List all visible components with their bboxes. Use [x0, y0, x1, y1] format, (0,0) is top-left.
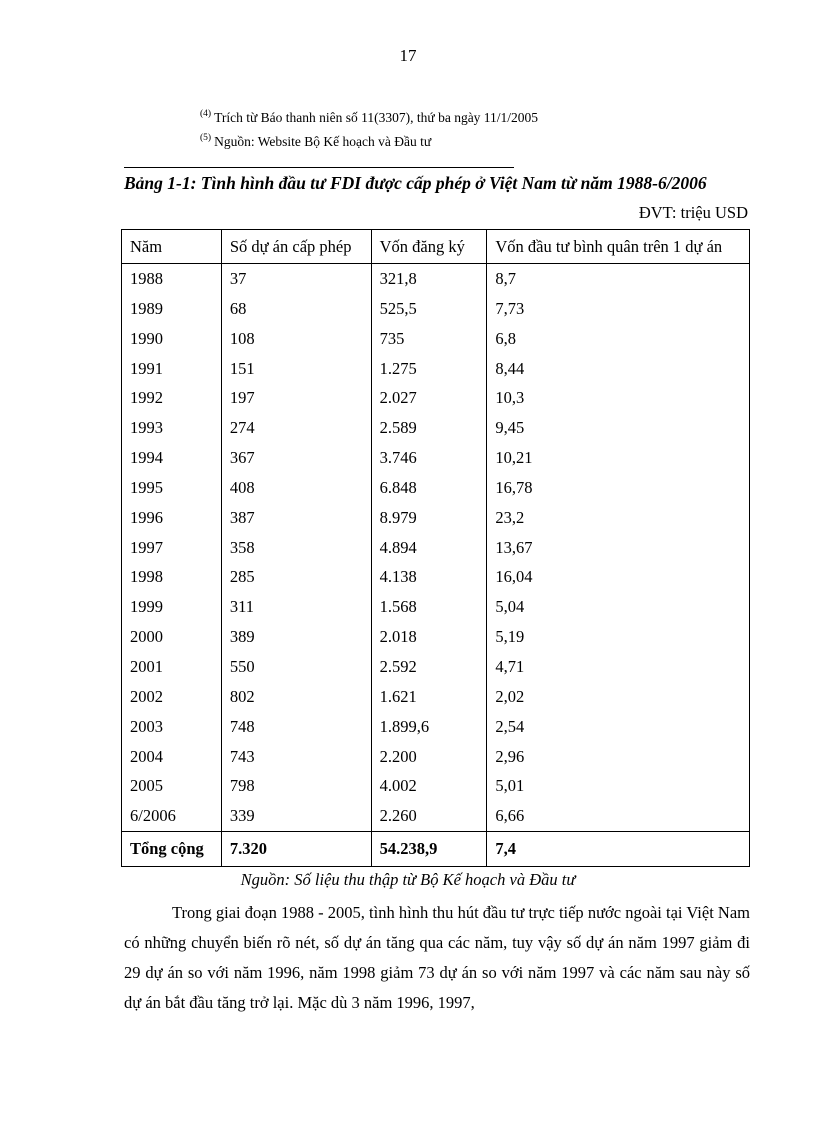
cell-year: 2004 [122, 742, 222, 772]
cell-average-capital: 8,44 [487, 354, 750, 384]
table-row [122, 771, 750, 801]
column-header-year: Năm [122, 230, 222, 264]
total-average-capital: 7,4 [487, 832, 750, 867]
table-row [122, 354, 750, 384]
cell-projects: 367 [221, 443, 371, 473]
cell-registered-capital: 735 [371, 324, 487, 354]
cell-projects: 389 [221, 622, 371, 652]
cell-projects: 37 [221, 264, 371, 294]
cell-year: 1990 [122, 324, 222, 354]
table-row [122, 473, 750, 503]
footnote-mark: (5) [200, 133, 212, 143]
cell-registered-capital: 2.592 [371, 652, 487, 682]
cell-average-capital: 10,21 [487, 443, 750, 473]
table-row [122, 712, 750, 742]
cell-year: 1992 [122, 383, 222, 413]
footnote-mark: (4) [200, 109, 212, 119]
cell-projects: 798 [221, 771, 371, 801]
cell-year: 1989 [122, 294, 222, 324]
cell-projects: 339 [221, 801, 371, 831]
cell-projects: 108 [221, 324, 371, 354]
footnote-separator-rule [124, 167, 514, 168]
table-row [122, 294, 750, 324]
cell-registered-capital: 4.138 [371, 562, 487, 592]
cell-year: 2000 [122, 622, 222, 652]
cell-average-capital: 7,73 [487, 294, 750, 324]
total-projects: 7.320 [221, 832, 371, 867]
total-registered-capital: 54.238,9 [371, 832, 487, 867]
cell-registered-capital: 2.200 [371, 742, 487, 772]
cell-projects: 68 [221, 294, 371, 324]
cell-registered-capital: 8.979 [371, 503, 487, 533]
footnote-4 [200, 104, 538, 128]
cell-projects: 274 [221, 413, 371, 443]
footnote-text: Nguồn: Website Bộ Kế hoạch và Đầu tư [214, 134, 432, 149]
table-row [122, 622, 750, 652]
cell-average-capital: 23,2 [487, 503, 750, 533]
column-header-registered-capital: Vốn đăng ký [371, 230, 487, 264]
cell-year: 1994 [122, 443, 222, 473]
cell-year: 2005 [122, 771, 222, 801]
cell-average-capital: 6,66 [487, 801, 750, 831]
page-number: 17 [399, 46, 417, 65]
cell-average-capital: 8,7 [487, 264, 750, 294]
table-row [122, 324, 750, 354]
cell-registered-capital: 4.002 [371, 771, 487, 801]
cell-registered-capital: 2.260 [371, 801, 487, 831]
cell-year: 1999 [122, 592, 222, 622]
cell-projects: 802 [221, 682, 371, 712]
table-row [122, 413, 750, 443]
table-row [122, 652, 750, 682]
cell-average-capital: 5,01 [487, 771, 750, 801]
cell-year: 1991 [122, 354, 222, 384]
cell-year: 1993 [122, 413, 222, 443]
body-paragraph: Trong giai đoạn 1988 - 2005, tình hình thu hút đầu tư trực tiếp nước ngoài tại Việt Nam có những chuyển biến rõ nét, số dự án tăng qua các năm, tuy vậy số dự án năm 1997 giảm đi 29 dự án so với năm 1996, năm 1998 giảm 73 dự án so với năm 1997 và các năm sau này số dự án bắt đầu tăng trở lại. Mặc dù 3 năm 1996, 1997, [124, 903, 750, 1012]
cell-registered-capital: 2.018 [371, 622, 487, 652]
cell-projects: 358 [221, 533, 371, 563]
cell-year: 2002 [122, 682, 222, 712]
table-header-row [122, 230, 750, 264]
fdi-table [121, 229, 750, 867]
cell-year: 2001 [122, 652, 222, 682]
cell-average-capital: 6,8 [487, 324, 750, 354]
table-row [122, 443, 750, 473]
cell-average-capital: 13,67 [487, 533, 750, 563]
cell-registered-capital: 2.589 [371, 413, 487, 443]
cell-projects: 743 [221, 742, 371, 772]
column-header-average-capital: Vốn đầu tư bình quân trên 1 dự án [487, 230, 750, 264]
table-row [122, 503, 750, 533]
table-body [122, 264, 750, 867]
cell-registered-capital: 6.848 [371, 473, 487, 503]
cell-registered-capital: 525,5 [371, 294, 487, 324]
cell-average-capital: 2,54 [487, 712, 750, 742]
cell-projects: 387 [221, 503, 371, 533]
cell-average-capital: 16,04 [487, 562, 750, 592]
cell-projects: 285 [221, 562, 371, 592]
table-row [122, 562, 750, 592]
cell-registered-capital: 4.894 [371, 533, 487, 563]
cell-registered-capital: 1.275 [371, 354, 487, 384]
footnotes [200, 104, 538, 152]
cell-registered-capital: 321,8 [371, 264, 487, 294]
cell-projects: 408 [221, 473, 371, 503]
table-row [122, 682, 750, 712]
table-source: Nguồn: Số liệu thu thập từ Bộ Kế hoạch và Đầu tư [240, 870, 576, 889]
cell-average-capital: 16,78 [487, 473, 750, 503]
table-row [122, 383, 750, 413]
table-row [122, 264, 750, 294]
cell-registered-capital: 1.621 [371, 682, 487, 712]
cell-average-capital: 5,04 [487, 592, 750, 622]
table-unit: ĐVT: triệu USD [638, 203, 748, 222]
footnote-text: Trích từ Báo thanh niên số 11(3307), thứ ba ngày 11/1/2005 [214, 110, 539, 125]
total-label: Tổng cộng [122, 832, 222, 867]
cell-year: 1995 [122, 473, 222, 503]
cell-average-capital: 5,19 [487, 622, 750, 652]
cell-year: 6/2006 [122, 801, 222, 831]
cell-year: 1997 [122, 533, 222, 563]
cell-year: 1998 [122, 562, 222, 592]
table-row [122, 742, 750, 772]
cell-average-capital: 2,02 [487, 682, 750, 712]
cell-year: 1988 [122, 264, 222, 294]
cell-registered-capital: 2.027 [371, 383, 487, 413]
cell-year: 1996 [122, 503, 222, 533]
table-caption: Bảng 1-1: Tình hình đầu tư FDI được cấp phép ở Việt Nam từ năm 1988-6/2006 [124, 173, 707, 193]
footnote-5 [200, 128, 538, 152]
table-row [122, 533, 750, 563]
cell-average-capital: 2,96 [487, 742, 750, 772]
cell-projects: 550 [221, 652, 371, 682]
table-row [122, 801, 750, 831]
cell-year: 2003 [122, 712, 222, 742]
cell-registered-capital: 3.746 [371, 443, 487, 473]
cell-average-capital: 9,45 [487, 413, 750, 443]
cell-projects: 311 [221, 592, 371, 622]
cell-projects: 151 [221, 354, 371, 384]
cell-average-capital: 10,3 [487, 383, 750, 413]
cell-registered-capital: 1.899,6 [371, 712, 487, 742]
table-total-row [122, 832, 750, 867]
table-row [122, 592, 750, 622]
cell-projects: 748 [221, 712, 371, 742]
column-header-projects: Số dự án cấp phép [221, 230, 371, 264]
cell-registered-capital: 1.568 [371, 592, 487, 622]
body-text [124, 898, 750, 1018]
cell-projects: 197 [221, 383, 371, 413]
cell-average-capital: 4,71 [487, 652, 750, 682]
